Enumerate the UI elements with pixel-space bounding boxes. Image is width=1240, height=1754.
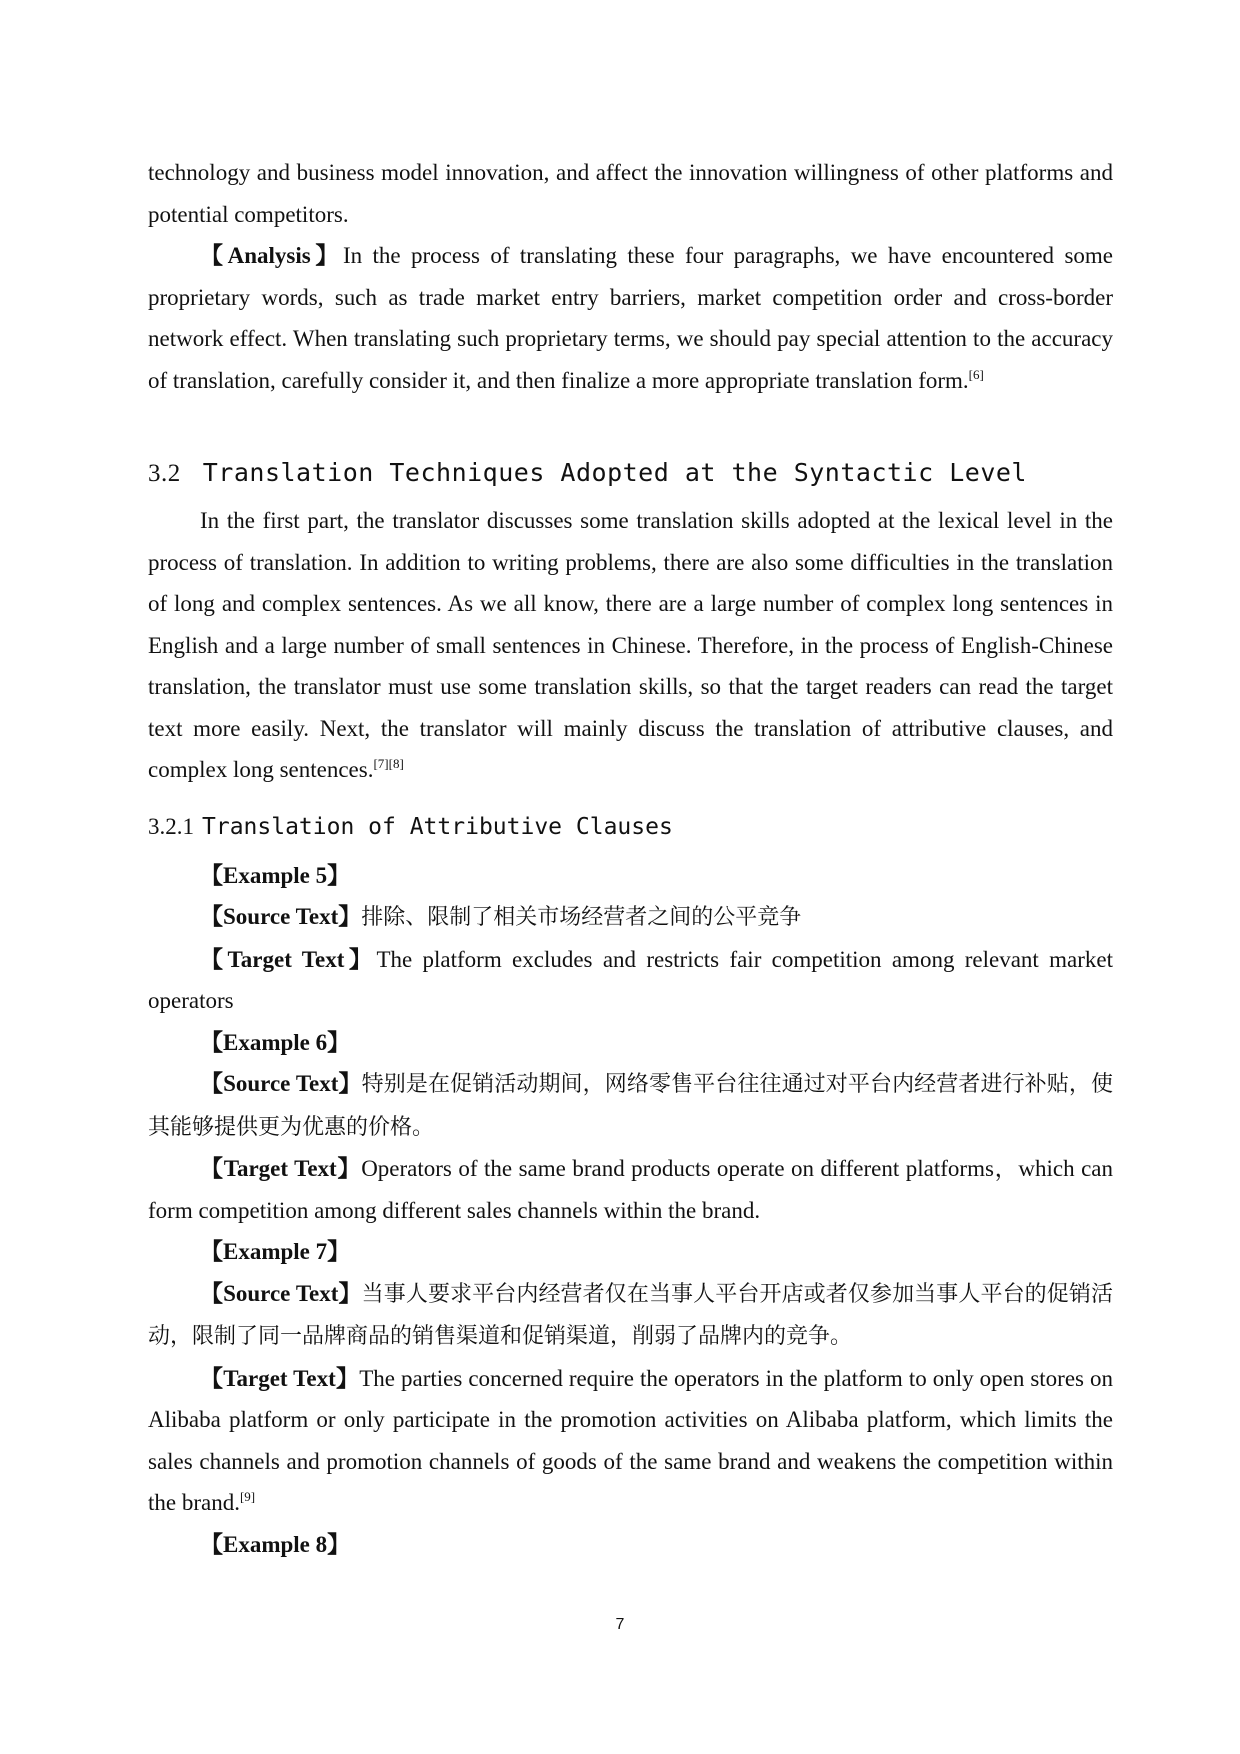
continued-paragraph: technology and business model innovation, and affect the innovation willingness of other platforms and potential competitors. [148,160,1113,227]
source-label: 【Source Text】 [200,1071,362,1096]
target-label: 【Target Text】 [200,1365,360,1391]
section-title: Translation Techniques Adopted at the Syntactic Level [202,458,1027,487]
intro-text: In the first part, the translator discusses some translation skills adopted at the lexical level in the process of translation. In addition to writing problems, there are also some difficulties in the translation of long and complex sentences. As we all know, there are a large number of complex long sentences in English and a large number of small sentences in Chinese. Therefore, in the process of English-Chinese translation, the translator must use some translation skills, so that the target readers can read the target text more easily. Next, the translator will mainly discuss the translation of attributive clauses, and complex long sentences. [148,508,1113,782]
section-heading [148,451,1113,496]
target-label: 【Target Text】 [200,1156,362,1181]
example-7-target [148,1358,1113,1524]
example-7-source [148,1273,1113,1358]
page-number: 7 [615,1616,625,1633]
target-text: The parties concerned require the operators in the platform to only open stores on Alibaba platform or only participate in the promotion activities on Alibaba platform, which limits the sales channels and promotion channels of goods of the same brand and weakens the competition within the brand. [148,1365,1113,1515]
citation-7-8[interactable]: [7][8] [373,756,404,771]
target-text: Operators of the same brand products operate on different platforms，which can form competition among different sales channels within the brand. [148,1156,1113,1223]
target-label: 【Target Text】 [200,946,377,972]
example-6-source [148,1063,1113,1148]
subsection-heading [148,805,1113,849]
subsection-number: 3.2.1 [148,813,194,839]
analysis-text: In the process of translating these four paragraphs, we have encountered some proprietary words, such as trade market entry barriers, market competition order and cross-border network effect. When translating such proprietary terms, we should pay special attention to the accuracy of translation, carefully consider it, and then finalize a more appropriate translation form. [148,243,1113,393]
subsection-title: Translation of Attributive Clauses [202,813,673,840]
source-text: 排除、限制了相关市场经营者之间的公平竞争 [361,905,802,930]
source-label: 【Source Text】 [200,904,362,929]
source-text: 当事人要求平台内经营者仅在当事人平台开店或者仅参加当事人平台的促销活动，限制了同一品牌商品的销售渠道和促销渠道，削弱了品牌内的竞争。 [148,1281,1113,1349]
target-text: The platform excludes and restricts fair competition among relevant market operators [148,946,1113,1013]
example-7-title: 【Example 7】 [200,1239,351,1264]
example-8-title: 【Example 8】 [200,1531,351,1557]
example-5-source [148,896,1113,939]
citation-9[interactable]: [9] [239,1489,256,1504]
example-5-title: 【Example 5】 [200,862,351,888]
section-number: 3.2 [148,460,181,487]
source-label: 【Source Text】 [200,1280,362,1306]
source-text: 特别是在促销活动期间，网络零售平台往往通过对平台内经营者进行补贴，使其能够提供更为优惠的价格。 [148,1072,1113,1140]
document-body [148,152,1113,1565]
citation-6[interactable]: [6] [968,366,984,382]
intro-paragraph [148,500,1113,791]
example-6-target [148,1148,1113,1231]
example-6-title: 【Example 6】 [200,1029,351,1055]
analysis-paragraph [148,235,1113,401]
example-5-target [148,939,1113,1022]
analysis-label: 【Analysis】 [200,243,343,268]
